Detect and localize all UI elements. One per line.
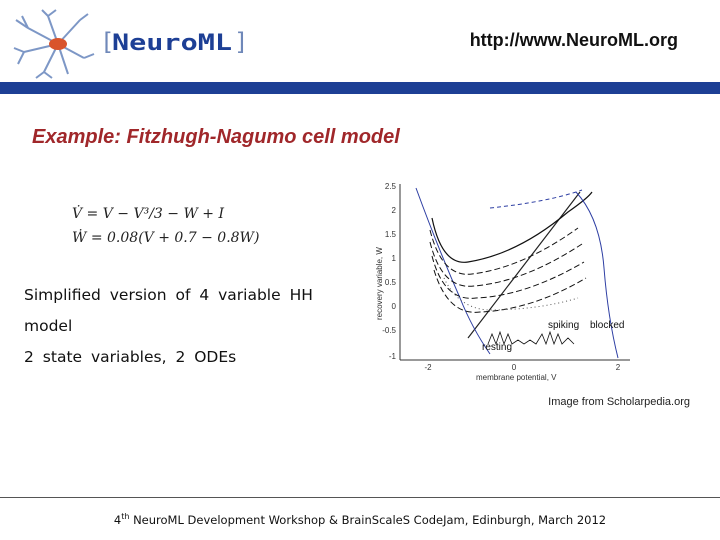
footer-number: 4 [113, 512, 122, 527]
equation-1: V̇ = V − V³/3 − W + I [72, 206, 225, 222]
slide-body [24, 280, 344, 373]
x-tick: -2 [424, 363, 432, 372]
header-bar [0, 82, 720, 94]
v-nullcline-1 [430, 228, 578, 274]
y-tick: 0 [391, 302, 396, 311]
v-nullcline-3 [432, 256, 584, 298]
w-nullcline [468, 192, 580, 338]
blue-trajectory [576, 192, 618, 358]
equation-2: Ẇ = 0.08(V + 0.7 − 0.8W) [72, 230, 260, 246]
bullet-3: 2 state variables, 2 ODEs [24, 348, 237, 366]
annotation-resting: resting [482, 342, 513, 353]
y-tick: 2.5 [384, 182, 396, 191]
y-tick: 2 [391, 206, 396, 215]
slide-footer [0, 512, 720, 527]
bullet-2: model [24, 317, 73, 335]
y-tick: 0.5 [384, 278, 396, 287]
v-nullcline-2 [430, 242, 582, 286]
v-nullcline-blue [416, 188, 490, 354]
neuroml-logo [8, 8, 248, 80]
x-tick: 2 [615, 363, 621, 372]
x-axis-label: membrane potential, V [476, 373, 557, 382]
x-tick: 0 [511, 363, 517, 372]
annotation-blocked: blocked [590, 320, 625, 331]
svg-text:[: [ [100, 28, 115, 56]
y-axis-label: recovery variable, W [375, 247, 384, 320]
slide-header [0, 0, 720, 82]
y-tick: -0.5 [382, 326, 396, 335]
footer-ordinal: th [121, 512, 130, 521]
blue-dashed [490, 190, 582, 208]
slide-title: Example: Fitzhugh-Nagumo cell model [32, 126, 400, 148]
annotation-spiking: spiking [548, 320, 580, 331]
y-tick: 1.5 [384, 230, 396, 239]
fitzhugh-nagumo-equations [68, 198, 298, 252]
y-tick: -1 [388, 352, 396, 361]
figure-caption: Image from Scholarpedia.org [548, 396, 690, 408]
phase-plane-figure [368, 178, 648, 386]
y-tick: 1 [391, 254, 396, 263]
bullet-1: Simplified version of 4 variable HH [24, 286, 313, 304]
footer-divider [0, 497, 720, 498]
header-url[interactable]: http://www.NeuroML.org [469, 30, 678, 50]
v-nullcline-0 [432, 192, 592, 262]
footer-text: NeuroML Development Workshop & BrainScaleS CodeJam, Edinburgh, March 2012 [129, 512, 607, 527]
logo-text: NeuroML [112, 31, 232, 56]
svg-text:]: ] [234, 28, 248, 56]
